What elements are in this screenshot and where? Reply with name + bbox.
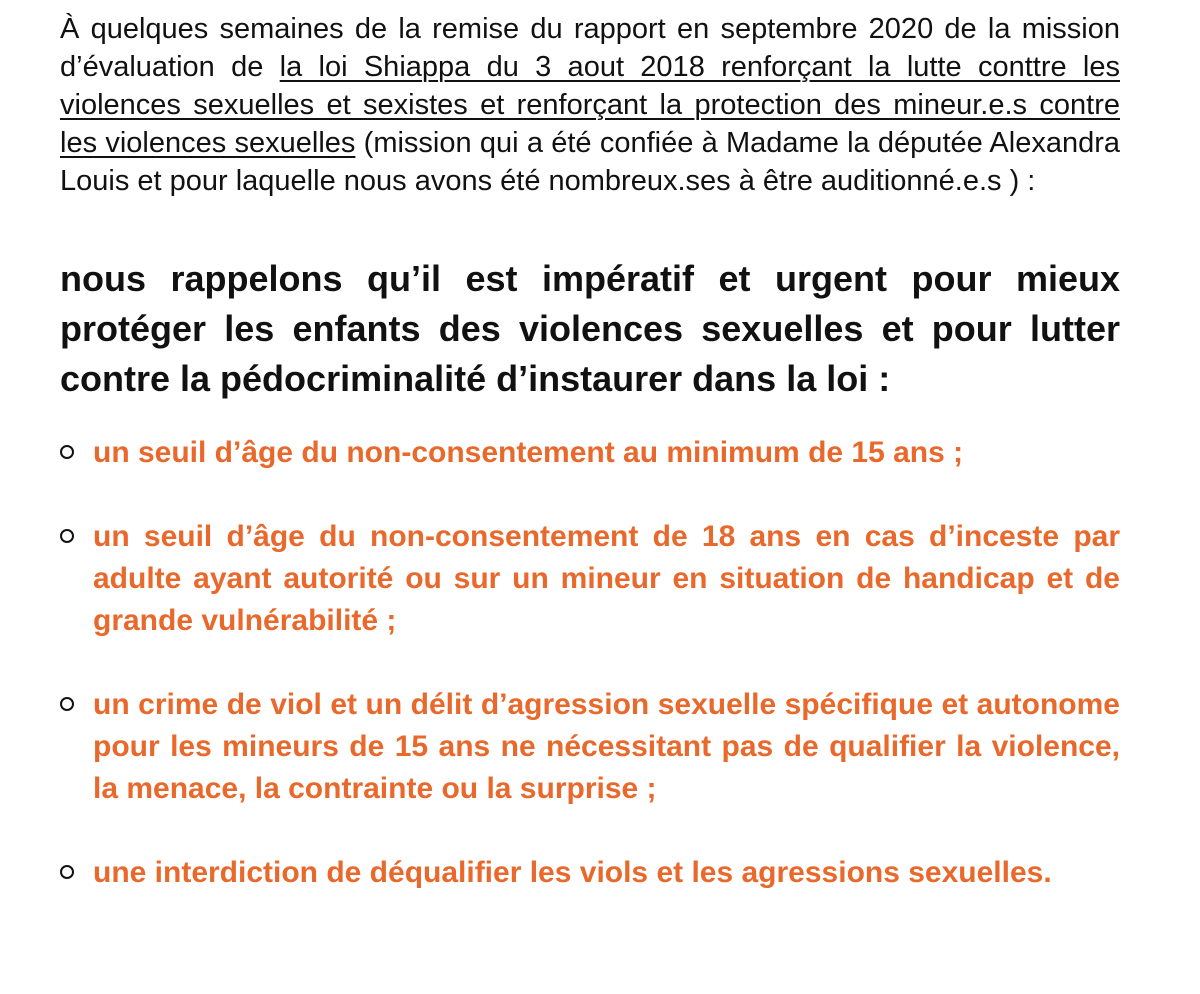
callout-heading: nous rappelons qu’il est impératif et urgent pour mieux protéger les enfants des violences sexuelles et pour lutter contre la pédocriminalité d’instaurer dans la loi : bbox=[60, 258, 1120, 399]
circle-bullet-icon bbox=[60, 697, 74, 711]
list-item bbox=[60, 684, 1120, 810]
list-item bbox=[60, 516, 1120, 642]
intro-paragraph bbox=[60, 10, 1120, 200]
list-item-text: une interdiction de déqualifier les viols et les agressions sexuelles. bbox=[93, 856, 1052, 889]
list-item-text: un seuil d’âge du non-consentement de 18 ans en cas d’inceste par adulte ayant autorité ou sur un mineur en situation de handicap et de grande vulnérabilité ; bbox=[93, 520, 1120, 637]
list-item bbox=[60, 432, 1120, 474]
list-item bbox=[60, 852, 1120, 894]
circle-bullet-icon bbox=[60, 865, 74, 879]
list-item-text: un crime de viol et un délit d’agression sexuelle spécifique et autonome pour les mineurs de 15 ans ne nécessitant pas de qualifier la violence, la menace, la contrainte ou la surprise ; bbox=[93, 688, 1120, 805]
list-item-text: un seuil d’âge du non-consentement au minimum de 15 ans ; bbox=[93, 436, 964, 469]
document-page bbox=[60, 10, 1120, 936]
intro-after-text: (mission qui a été confiée à Madame la députée Alexandra Louis et pour laquelle nous avons été nombreux.ses à être auditionné.e.s ) : bbox=[60, 127, 1121, 197]
circle-bullet-icon bbox=[60, 529, 74, 543]
law-reference-link[interactable]: la loi Shiappa du 3 aout 2018 renforçant la lutte conttre les violences sexuelles et sexistes et renforçant la protection des mineur.e.s contre les violences sexuelles bbox=[60, 51, 1121, 159]
demands-list bbox=[60, 432, 1120, 894]
intro-before-text: À quelques semaines de la remise du rapport en septembre 2020 de la mission d’évaluation de bbox=[60, 13, 1120, 83]
circle-bullet-icon bbox=[60, 445, 74, 459]
